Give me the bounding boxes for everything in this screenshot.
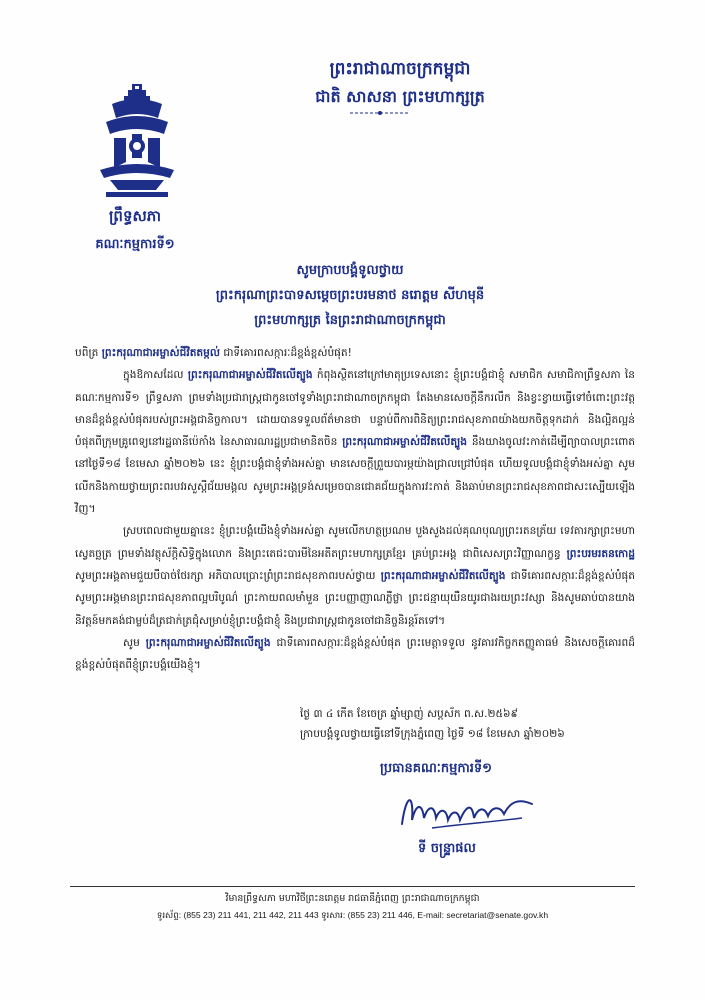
sender-institution: ព្រឹទ្ធសភា: [108, 207, 162, 225]
footer-address: វិមានព្រឹទ្ធសភា មហាវិថីព្រះនរោត្តម រាជធានីភ្នំពេញ ព្រះរាជាណាចក្រកម្ពុជា: [225, 893, 480, 904]
p1-title: ព្រះករុណាជាអម្ចាស់ជីវិតលើត្បូង: [187, 369, 313, 382]
sender-committee: គណៈកម្មការទី១: [95, 237, 175, 252]
salutation-title: ព្រះករុណាជាអម្ចាស់ជីវិតតម្កល់: [101, 347, 220, 359]
p2-title-2: ព្រះករុណាជាអម្ចាស់ជីវិតលើត្បូង: [380, 569, 506, 582]
signer-title: ប្រធានគណៈកម្មការទី១: [380, 761, 492, 776]
lunar-date: ថ្ងៃ ៣ ៤ កើត ខែចេត្រ ឆ្នាំម្សាញ់ សប្តស័ក ព.ស.២៥៦៩: [300, 708, 519, 720]
p2-post: ជាទីគោរពសក្ការៈដ៏ខ្ពង់ខ្ពស់បំផុត សូមព្រះអង្គមានព្រះរាជសុខភាពល្អបរិបូណ៌ ព្រះកាយពលមាំមួន ព្រះបញ្ញាញាណភ្លឺថ្លា ព្រះជន្មាយុយឺនយូរជាងរយព្រះវស្សា និងសូមឆាប់បានយាងនិវត្តន៍មកគង់ជាម្លប់ដ៏ត្រជាក់ត្រជុំសម្រាប់ខ្ញុំព្រះបង្គំជាខ្ញុំ និងប្រជារាស្ត្រជាកូនចៅជានិច្ចនិរន្តរ៍តទៅ។: [75, 569, 636, 627]
signer-name: ទី ចន្ទ្រាផល: [418, 841, 476, 856]
salutation: [75, 342, 635, 364]
p1-mid: កំពុងស្ថិតនៅក្រៅមាតុប្រទេសនោះ ខ្ញុំព្រះបង្គំជាខ្ញុំ សមាជិក សមាជិកាព្រឹទ្ធសភា នៃគណៈកម្មការទី១ ព្រឹទ្ធសភា ព្រមទាំងប្រជារាស្ត្រជាកូនចៅទូទាំងព្រះរាជាណាចក្រកម្ពុជា តែងមានសេចក្ដីនឹករលឹក និងខ្វះខ្វាយធ្វើទៅចំពោះព្រះវត្តមានដ៏ខ្ពង់ខ្ពស់បំផុតរបស់ព្រះអង្គជានិច្ចកាល។ ដោយបានទទួលព័ត៌មានថា បន្ទាប់ពីការពិនិត្យព្រះរាជសុខភាពយ៉ាងយកចិត្តទុកដាក់ និងល្អិតល្អន់បំផុតពីក្រុមគ្រូពេទ្យនៅរដ្ឋធានីប៉េកាំង នៃសាធារណរដ្ឋប្រជាមានិតចិន: [75, 369, 635, 449]
p3-post: ជាទីគោរពសក្ការៈដ៏ខ្ពង់ខ្ពស់បំផុត ព្រះមេត្តាទទួល នូវគារវកិច្ចកតញ្ញូតាធម៌ និងសេចក្ដីគោរពដ៏ខ្ពង់ខ្ពស់បំផុតពីខ្ញុំព្រះបង្គំយើងខ្ញុំ។: [75, 636, 635, 672]
p3-pre: សូម: [123, 636, 140, 649]
p1-title-2: ព្រះករុណាជាអម្ចាស់ជីវិតលើត្បូង: [342, 436, 467, 449]
solar-date: ក្រាបបង្គំទូលថ្វាយធ្វើនៅទីក្រុងភ្នំពេញ ថ្ងៃទី ១៨ ខែមេសា ឆ្នាំ២០២៦: [300, 728, 565, 740]
p1-post: នឹងយាងចូលវះកាត់ដើម្បីព្យាបាលព្រះពោត នៅថ្ងៃទី១៨ ខែមេសា ឆ្នាំ២០២៦ នេះ ខ្ញុំព្រះបង្គំជាខ្ញុំទាំងអស់គ្នា មានសេចក្ដីព្រួយបារម្ភយ៉ាងជ្រាលជ្រៅបំផុត ហើយទូលបង្គំជាខ្ញុំទាំងអស់គ្នា សូមលើកនិងកាយថ្វាយព្រះពរបវរសួស្ដីជ័យមង្គល សូមព្រះអង្គទ្រង់សម្រេចបានជោគជ័យក្នុងការវះកាត់ និងឆាប់មានព្រះរាជសុខភាពជាសះស្បើយឡើងវិញ។: [75, 436, 636, 516]
national-motto: ជាតិ សាសនា ព្រះមហាក្សត្រ: [315, 87, 485, 106]
salutation-post: ជាទីគោរពសក្ការៈដ៏ខ្ពង់ខ្ពស់បំផុត!: [223, 347, 352, 359]
letter-body: [75, 342, 635, 676]
p1-pre: ក្នុងឱកាសដែល: [123, 369, 184, 382]
p3-title: ព្រះករុណាជាអម្ចាស់ជីវិតលើត្បូង: [145, 636, 271, 649]
p2-pre: ស្របពេលជាមួយគ្នានេះ ខ្ញុំព្រះបង្គំយើងខ្ញុំទាំងអស់គ្នា សូមលើកហត្ថប្រណម បួងសួងដល់គុណបុណ្យព្រះរតនត្រ័យ ទេវតារក្សាព្រះមហាស្វេតច្ឆត្រ ព្រមទាំងវត្ថុស័ក្ដិសិទ្ធិក្នុងលោក និងព្រះតេជះបារមីនៃអតីតព្រះមហាក្សត្រខ្មែរ គ្រប់ព្រះអង្គ ជាពិសេសព្រះវិញ្ញាណក្ខន្ធ: [75, 525, 635, 560]
salutation-pre: បពិត្រ: [75, 347, 99, 359]
address-line-3: ព្រះមហាក្សត្រ នៃព្រះរាជាណាចក្រកម្ពុជា: [254, 313, 446, 328]
ornament-divider-icon: [350, 110, 410, 116]
address-line-1: សូមក្រាបបង្គំទូលថ្វាយ: [296, 263, 404, 278]
senate-emblem-icon: [92, 82, 182, 202]
footer-contact: ទូរស័ព្ទ: (855 23) 211 441, 211 442, 211 443 ទូរសារ: (855 23) 211 446, E-mail: secretariat@senate.gov.kh: [156, 910, 549, 920]
kingdom-heading: ព្រះរាជាណាចក្រកម្ពុជា: [329, 59, 471, 79]
paragraph-2: [75, 520, 635, 631]
p2-title: ព្រះបរមរតនកោដ្ឋ: [566, 547, 635, 560]
address-line-2: ព្រះករុណាព្រះបាទសម្ដេចព្រះបរមនាថ នរោត្តម សីហមុនី: [215, 288, 485, 303]
p2-mid: សូមព្រះអង្គតាមជួយបីបាច់ថែរក្សា អភិបាលប្រោះព្រំព្រះរាជសុខភាពរបស់ថ្វាយ: [75, 569, 376, 582]
footer-divider: [70, 886, 635, 887]
paragraph-1: [75, 364, 635, 520]
handwritten-signature: [392, 784, 542, 836]
paragraph-3: [75, 632, 635, 677]
